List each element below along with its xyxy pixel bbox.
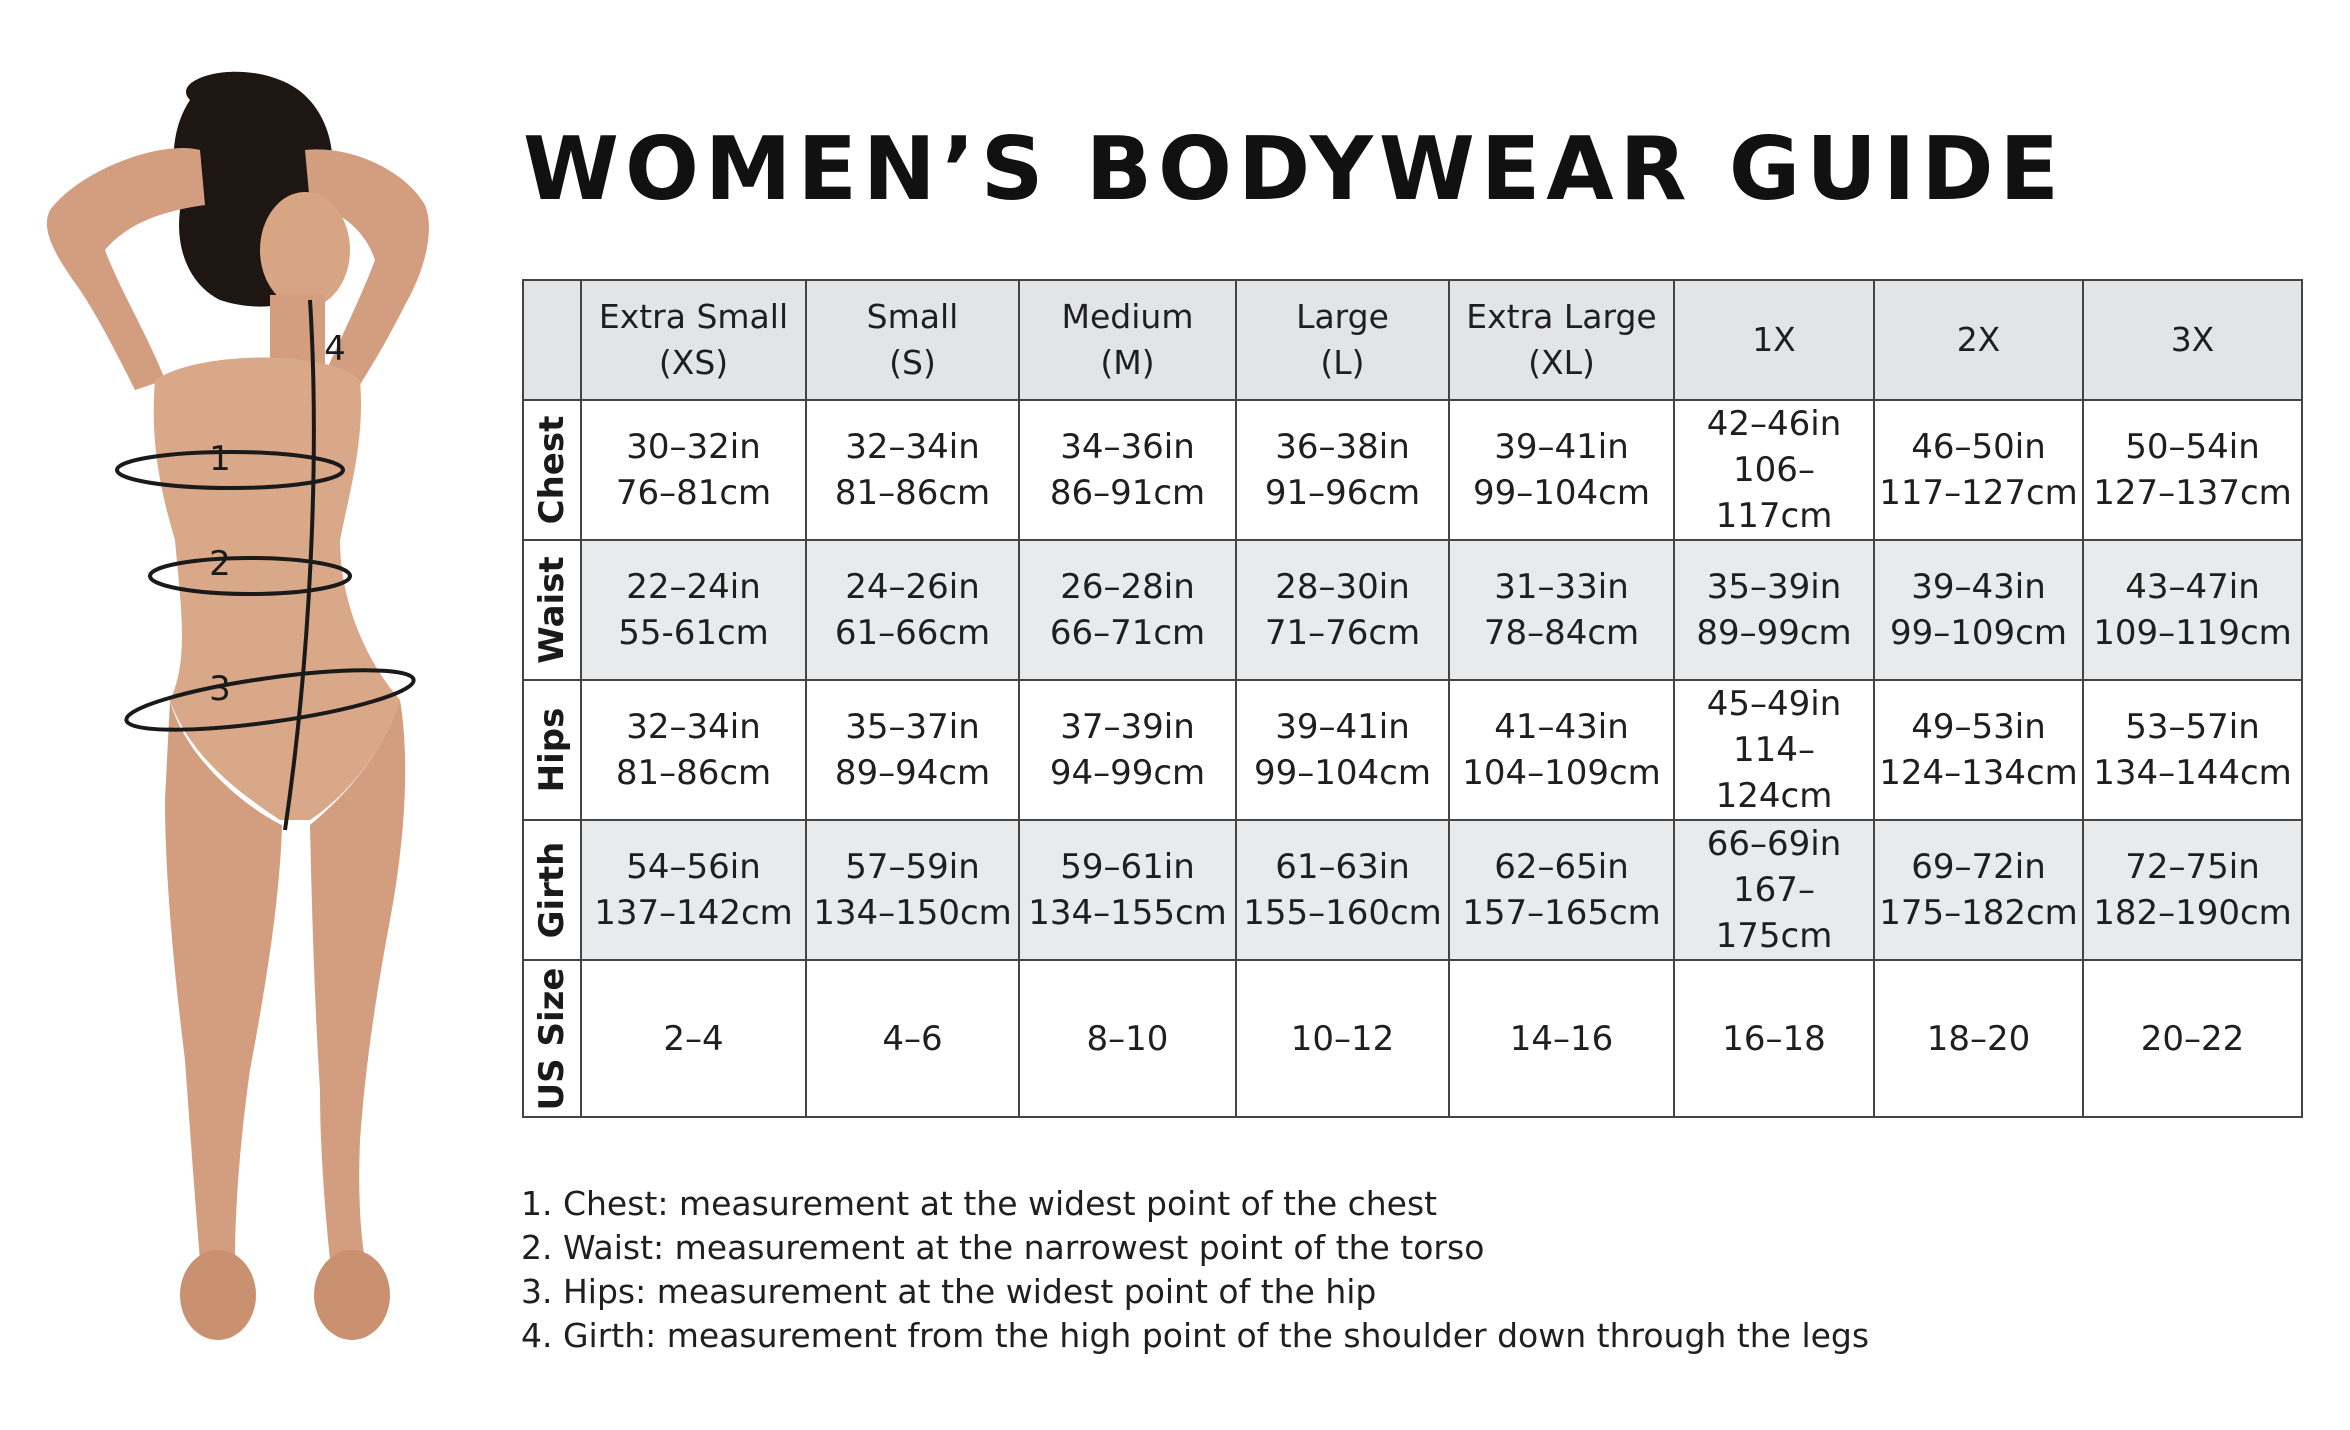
row-label: Waist <box>532 556 572 664</box>
cell-value-secondary: 137–142cm <box>594 893 793 933</box>
cell-value-secondary: 99–104cm <box>1473 473 1650 513</box>
cell-value-primary: 24–26in <box>845 567 980 607</box>
cell-value-secondary: 55-61cm <box>618 613 769 653</box>
column-header <box>806 280 1019 400</box>
row-label: Chest <box>532 415 572 525</box>
table-cell <box>1874 960 2083 1117</box>
table-row <box>523 960 2302 1117</box>
table-cell <box>581 680 806 820</box>
column-code: (M) <box>1100 343 1155 382</box>
column-code: (L) <box>1320 343 1365 382</box>
note-waist: 2. Waist: measurement at the narrowest point of the torso <box>521 1228 1485 1267</box>
table-cell <box>1449 680 1674 820</box>
cell-value-primary: 50–54in <box>2125 427 2260 467</box>
table-cell <box>1874 820 2083 960</box>
row-label: Hips <box>532 707 572 793</box>
cell-value-primary: 4–6 <box>882 1018 943 1059</box>
cell-value-primary: 42–46in <box>1706 404 1842 444</box>
cell-value-secondary: 91–96cm <box>1264 473 1421 513</box>
table-cell <box>806 680 1019 820</box>
cell-value-secondary: 157–165cm <box>1462 893 1661 933</box>
cell-value-primary: 18–20 <box>1926 1018 2031 1059</box>
cell-value-secondary: 78–84cm <box>1483 613 1640 653</box>
table-cell <box>2083 540 2302 680</box>
cell-value-secondary: 109–119cm <box>2093 613 2292 653</box>
cell-value-secondary: 134–155cm <box>1028 893 1227 933</box>
face-shape <box>260 192 350 308</box>
cell-value-secondary: 182–190cm <box>2093 893 2292 933</box>
cell-value-primary: 35–39in <box>1706 567 1842 607</box>
table-cell <box>1449 540 1674 680</box>
column-header <box>1019 280 1236 400</box>
note-girth: 4. Girth: measurement from the high point of the shoulder down through the legs <box>521 1316 1870 1355</box>
page-title: WOMEN’S BODYWEAR GUIDE <box>523 118 2065 220</box>
cell-value-secondary: 99–104cm <box>1254 753 1431 793</box>
cell-value-primary: 53–57in <box>2125 707 2260 747</box>
column-name: Extra Small <box>598 297 789 336</box>
cell-value-primary: 37–39in <box>1060 707 1195 747</box>
table-cell <box>1674 820 1874 960</box>
cell-value-primary: 45–49in <box>1706 684 1842 724</box>
table-cell <box>1236 960 1449 1117</box>
column-name: Medium <box>1061 297 1194 336</box>
cell-value-primary: 41–43in <box>1494 707 1629 747</box>
cell-value-secondary: 61–66cm <box>834 613 991 653</box>
table-cell <box>1019 400 1236 540</box>
cell-value-primary: 26–28in <box>1060 567 1195 607</box>
size-chart-table <box>522 279 2303 1118</box>
neck-shape <box>270 295 325 365</box>
cell-value-primary: 36–38in <box>1275 427 1410 467</box>
cell-value-primary: 62–65in <box>1494 847 1629 887</box>
table-cell <box>1674 540 1874 680</box>
cell-value-secondary: 76–81cm <box>615 473 772 513</box>
table-cell <box>806 820 1019 960</box>
column-header <box>581 280 806 400</box>
cell-value-primary: 35–37in <box>845 707 980 747</box>
note-chest: 1. Chest: measurement at the widest point of the chest <box>521 1184 1438 1223</box>
column-header <box>2083 280 2302 400</box>
table-cell <box>581 820 806 960</box>
marker-2: 2 <box>209 544 231 584</box>
right-foot-shape <box>314 1250 390 1340</box>
cell-value-secondary: 89–99cm <box>1696 613 1852 653</box>
table-cell <box>1449 820 1674 960</box>
column-name: Small <box>866 297 959 336</box>
table-cell <box>1674 400 1874 540</box>
column-name: Extra Large <box>1466 297 1657 336</box>
cell-value-secondary: 86–91cm <box>1049 473 1206 513</box>
cell-value-primary: 69–72in <box>1911 847 2046 887</box>
table-cell <box>1674 680 1874 820</box>
cell-value-primary: 66–69in <box>1706 824 1842 864</box>
table-cell <box>1449 400 1674 540</box>
cell-value-primary: 32–34in <box>845 427 980 467</box>
table-cell <box>1874 400 2083 540</box>
table-cell <box>806 540 1019 680</box>
table-row <box>523 540 2302 680</box>
cell-value-primary: 39–43in <box>1911 567 2046 607</box>
table-cell <box>1019 680 1236 820</box>
row-header <box>523 960 581 1117</box>
cell-value-secondary: 81–86cm <box>615 753 772 793</box>
table-cell <box>1449 960 1674 1117</box>
cell-value-secondary: 71–76cm <box>1264 613 1421 653</box>
column-header <box>1236 280 1449 400</box>
table-cell <box>1019 820 1236 960</box>
cell-value-secondary: 94–99cm <box>1049 753 1206 793</box>
cell-value-secondary: 104–109cm <box>1462 753 1661 793</box>
cell-value-secondary: 66–71cm <box>1049 613 1206 653</box>
row-header <box>523 680 581 820</box>
table-cell <box>806 960 1019 1117</box>
left-foot-shape <box>180 1250 256 1340</box>
cell-value-secondary: 117–127cm <box>1879 473 2078 513</box>
cell-value-primary: 2–4 <box>663 1018 724 1059</box>
cell-value-secondary: 124–134cm <box>1879 753 2078 793</box>
cell-value-primary: 46–50in <box>1911 427 2046 467</box>
cell-value-primary: 32–34in <box>626 707 761 747</box>
cell-value-primary: 49–53in <box>1911 707 2046 747</box>
marker-1: 1 <box>209 439 231 479</box>
cell-value-primary: 28–30in <box>1275 567 1410 607</box>
table-header-row <box>523 280 2302 400</box>
table-cell <box>1874 680 2083 820</box>
cell-value-secondary: 175–182cm <box>1879 893 2078 933</box>
table-row <box>523 680 2302 820</box>
marker-4: 4 <box>324 329 346 369</box>
cell-value-primary: 59–61in <box>1060 847 1195 887</box>
cell-value-primary: 43–47in <box>2125 567 2260 607</box>
table-cell <box>1674 960 1874 1117</box>
cell-value-primary: 14–16 <box>1509 1018 1614 1059</box>
table-corner-cell <box>523 280 581 400</box>
column-name: Large <box>1296 297 1389 336</box>
column-header <box>1874 280 2083 400</box>
cell-value-primary: 10–12 <box>1290 1018 1395 1059</box>
table-cell <box>2083 680 2302 820</box>
table-cell <box>1236 540 1449 680</box>
table-row <box>523 820 2302 960</box>
table-cell <box>2083 820 2302 960</box>
note-hips: 3. Hips: measurement at the widest point of the hip <box>521 1272 1377 1311</box>
cell-value-primary: 30–32in <box>626 427 761 467</box>
table-row <box>523 400 2302 540</box>
cell-value-secondary: 134–144cm <box>2093 753 2292 793</box>
column-name: 2X <box>1956 320 2001 359</box>
cell-value-secondary: 81–86cm <box>834 473 991 513</box>
cell-value-secondary: 134–150cm <box>813 893 1012 933</box>
column-code: (XL) <box>1528 343 1595 382</box>
row-header <box>523 540 581 680</box>
cell-value-primary: 72–75in <box>2125 847 2260 887</box>
table-cell <box>1236 680 1449 820</box>
row-header <box>523 820 581 960</box>
row-label: US Size <box>532 967 572 1110</box>
cell-value-primary: 31–33in <box>1494 567 1629 607</box>
table-cell <box>1236 400 1449 540</box>
table-cell <box>2083 400 2302 540</box>
cell-value-primary: 39–41in <box>1275 707 1410 747</box>
left-arm-shape <box>47 148 205 390</box>
cell-value-secondary: 106–117cm <box>1715 450 1833 536</box>
table-cell <box>581 960 806 1117</box>
cell-value-secondary: 99–109cm <box>1890 613 2067 653</box>
table-cell <box>1236 820 1449 960</box>
cell-value-primary: 57–59in <box>845 847 980 887</box>
row-header <box>523 400 581 540</box>
table-cell <box>806 400 1019 540</box>
cell-value-secondary: 89–94cm <box>834 753 991 793</box>
cell-value-primary: 20–22 <box>2140 1018 2245 1059</box>
column-code: (S) <box>889 343 936 382</box>
cell-value-secondary: 155–160cm <box>1243 893 1442 933</box>
column-header <box>1674 280 1874 400</box>
cell-value-primary: 39–41in <box>1494 427 1629 467</box>
table-cell <box>581 400 806 540</box>
cell-value-secondary: 114–124cm <box>1715 730 1833 816</box>
marker-3: 3 <box>209 669 231 709</box>
table-cell <box>1874 540 2083 680</box>
cell-value-primary: 54–56in <box>626 847 761 887</box>
table-cell <box>1019 960 1236 1117</box>
cell-value-secondary: 127–137cm <box>2093 473 2292 513</box>
column-header <box>1449 280 1674 400</box>
row-label: Girth <box>532 841 572 939</box>
measurement-notes <box>521 1182 1869 1358</box>
cell-value-secondary: 167–175cm <box>1715 870 1833 956</box>
table-cell <box>581 540 806 680</box>
cell-value-primary: 22–24in <box>626 567 761 607</box>
column-name: 1X <box>1752 320 1796 359</box>
model-figure-illustration <box>20 60 440 1370</box>
cell-value-primary: 61–63in <box>1275 847 1410 887</box>
cell-value-primary: 16–18 <box>1722 1018 1826 1059</box>
column-code: (XS) <box>658 343 729 382</box>
cell-value-primary: 34–36in <box>1060 427 1195 467</box>
column-name: 3X <box>2170 320 2215 359</box>
table-cell <box>2083 960 2302 1117</box>
cell-value-primary: 8–10 <box>1086 1018 1169 1059</box>
table-cell <box>1019 540 1236 680</box>
